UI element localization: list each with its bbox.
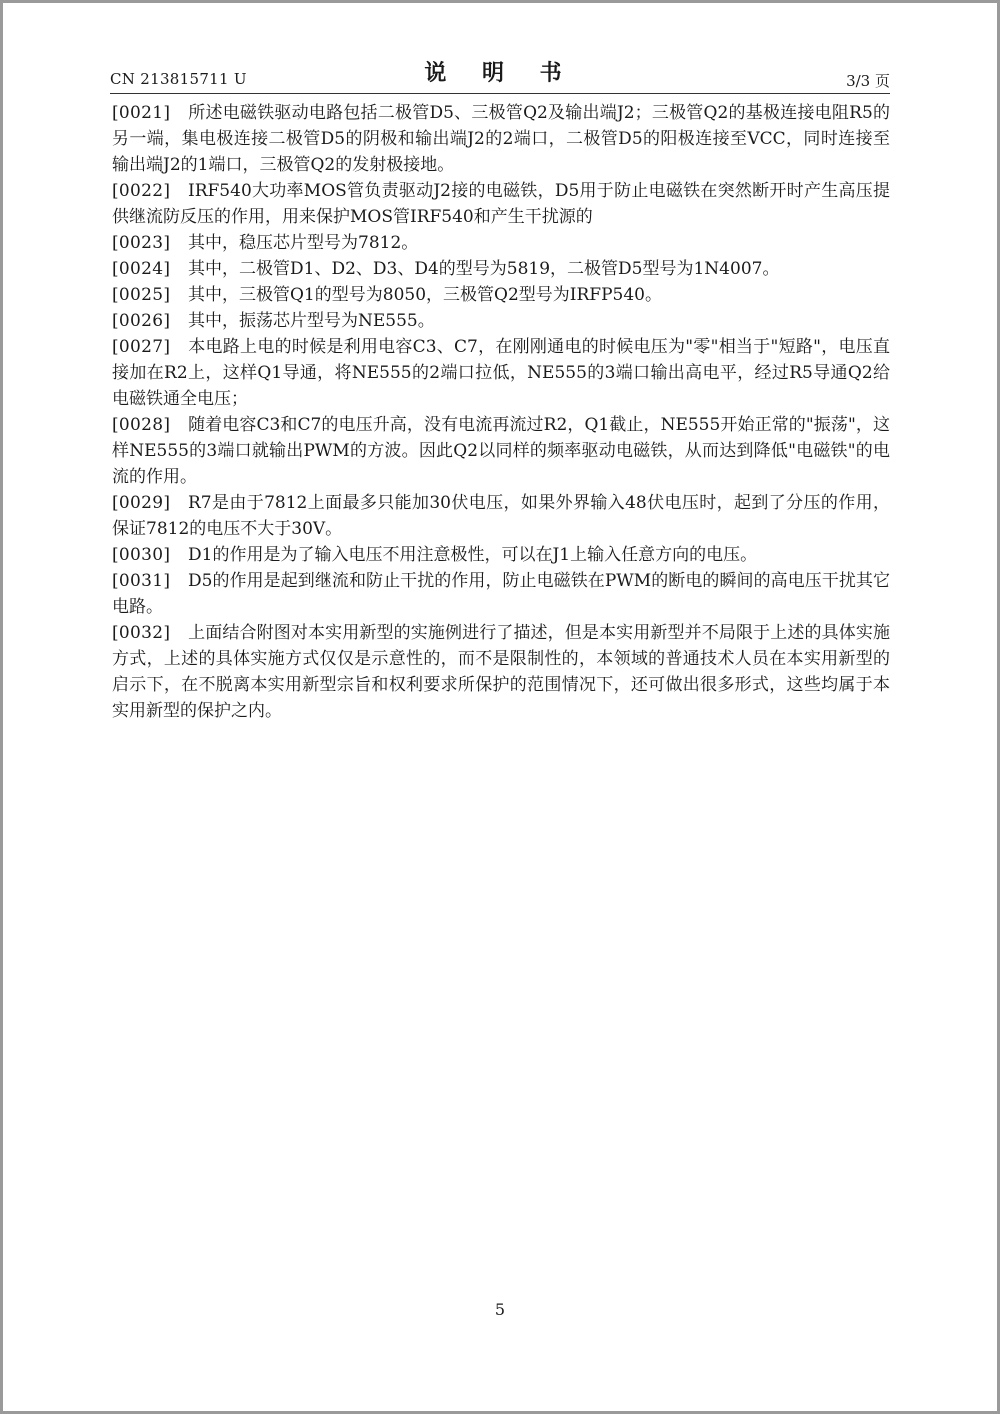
paragraph [112, 620, 890, 724]
paragraph-text: 其中，稳压芯片型号为7812。 [188, 233, 419, 253]
paragraph-text: 所述电磁铁驱动电路包括二极管D5、三极管Q2及输出端J2；三极管Q2的基极连接电阻R5的另一端，集电极连接二极管D5的阴极和输出端J2的2端口，二极管D5的阳极连接至VCC，同时连接至输出端J2的1端口，三极管Q2的发射极接地。 [112, 103, 890, 175]
paragraph-number: [0032] [112, 623, 171, 643]
document-title: 说 明 书 [424, 61, 576, 86]
paragraph-text: IRF540大功率MOS管负责驱动J2接的电磁铁，D5用于防止电磁铁在突然断开时产生高压提供继流防反压的作用，用来保护MOS管IRF540和产生干扰源的 [112, 181, 890, 227]
paragraph-text: R7是由于7812上面最多只能加30伏电压，如果外界输入48伏电压时，起到了分压的作用，保证7812的电压不大于30V。 [112, 493, 890, 539]
paragraph-number: [0023] [112, 233, 171, 253]
paragraph-text: D5的作用是起到继流和防止干扰的作用，防止电磁铁在PWM的断电的瞬间的高电压干扰其它电路。 [112, 571, 890, 617]
paragraph [112, 282, 890, 308]
paragraph [112, 334, 890, 412]
paragraph [112, 568, 890, 620]
paragraph [112, 256, 890, 282]
paragraph-number: [0029] [112, 493, 171, 513]
page-border-top [0, 0, 1000, 3]
page-number: 5 [494, 1300, 506, 1319]
paragraph-number: [0028] [112, 415, 171, 435]
paragraph [112, 308, 890, 334]
paragraph-number: [0031] [112, 571, 171, 591]
paragraph-text: 随着电容C3和C7的电压升高，没有电流再流过R2，Q1截止，NE555开始正常的"振荡"，这样NE555的3端口就输出PWM的方波。因此Q2以同样的频率驱动电磁铁，从而达到降低"电磁铁"的电流的作用。 [112, 415, 890, 487]
paragraph [112, 100, 890, 178]
paragraph-text: 其中，振荡芯片型号为NE555。 [188, 311, 435, 331]
paragraph [112, 230, 890, 256]
paragraph-text: 其中，二极管D1、D2、D3、D4的型号为5819，二极管D5型号为1N4007。 [188, 259, 780, 279]
paragraph-number: [0027] [112, 337, 171, 357]
paragraph [112, 412, 890, 490]
paragraph-number: [0021] [112, 103, 171, 123]
description-body [112, 100, 890, 724]
paragraph-text: 其中，三极管Q1的型号为8050，三极管Q2型号为IRFP540。 [188, 285, 662, 305]
paragraph-text: D1的作用是为了输入电压不用注意极性，可以在J1上输入任意方向的电压。 [188, 545, 758, 565]
header-divider [110, 93, 890, 94]
paragraph [112, 178, 890, 230]
paragraph-text: 本电路上电的时候是利用电容C3、C7，在刚刚通电的时候电压为"零"相当于"短路"，电压直接加在R2上，这样Q1导通，将NE555的2端口拉低，NE555的3端口输出高电平，经过R5导通Q2给电磁铁通全电压； [112, 337, 890, 409]
paragraph-text: 上面结合附图对本实用新型的实施例进行了描述，但是本实用新型并不局限于上述的具体实施方式，上述的具体实施方式仅仅是示意性的，而不是限制性的，本领域的普通技术人员在本实用新型的启示下，在不脱离本实用新型宗旨和权利要求所保护的范围情况下，还可做出很多形式，这些均属于本实用新型的保护之内。 [112, 623, 890, 721]
paragraph-number: [0024] [112, 259, 171, 279]
patent-number: CN 213815711 U [110, 70, 247, 88]
paragraph-number: [0026] [112, 311, 171, 331]
paragraph [112, 542, 890, 568]
paragraph [112, 490, 890, 542]
page-border-left [0, 0, 3, 1414]
paragraph-number: [0022] [112, 181, 171, 201]
paragraph-number: [0025] [112, 285, 171, 305]
page-indicator: 3/3 页 [846, 72, 890, 90]
paragraph-number: [0030] [112, 545, 171, 565]
